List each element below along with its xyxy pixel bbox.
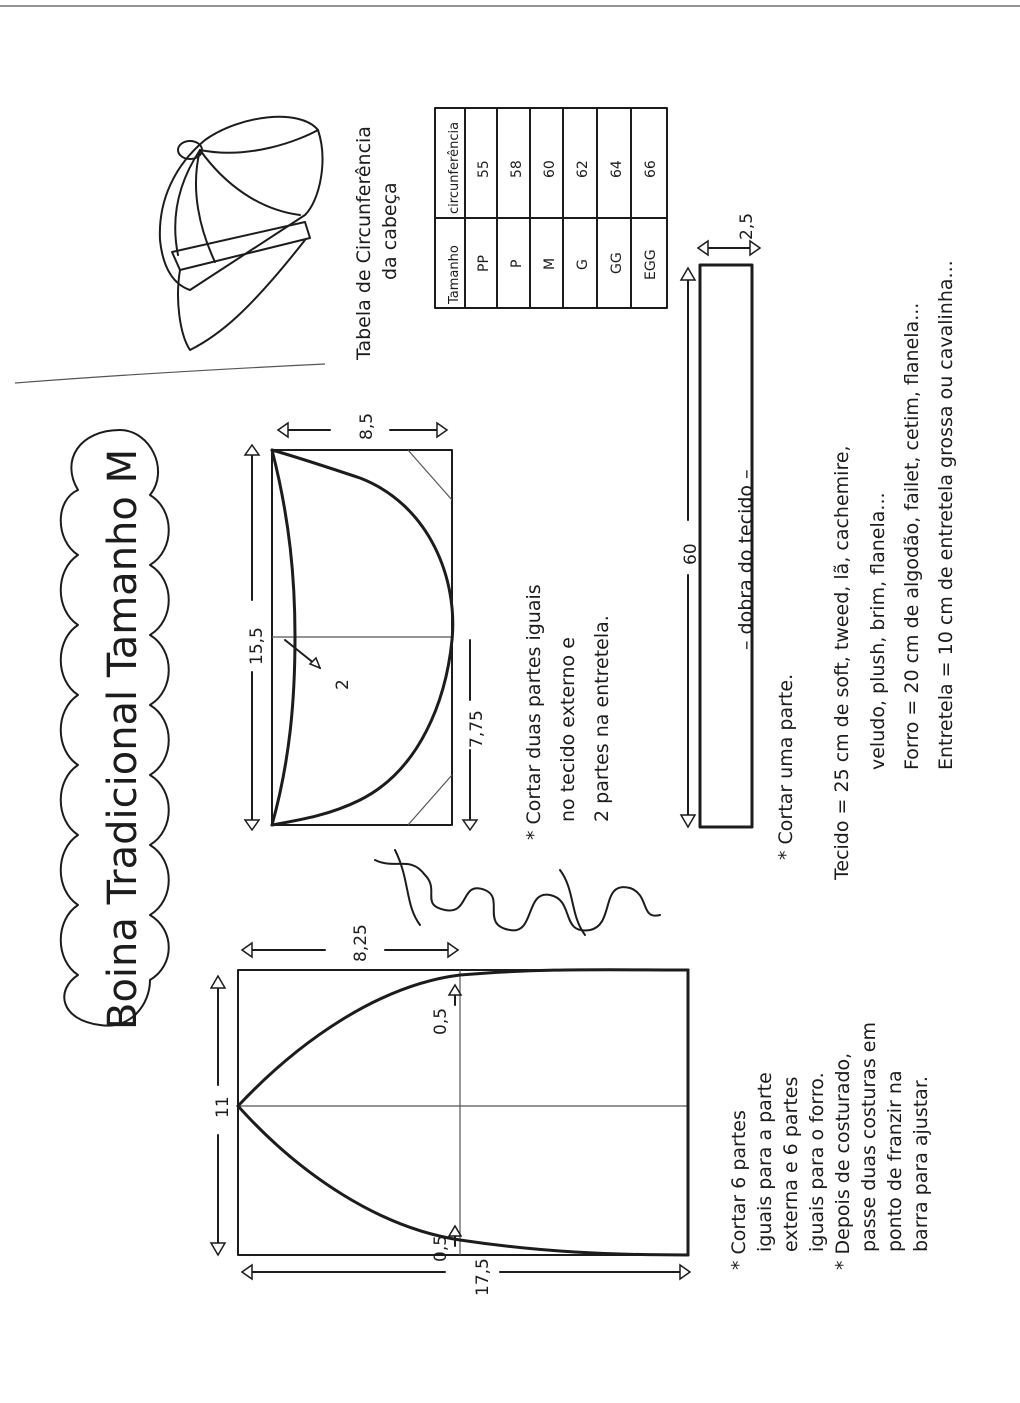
visor-width-dim: 15,5 <box>247 627 267 665</box>
visor-height-dim: 8,5 <box>357 412 377 440</box>
panel-instruction-line: * Cortar 6 partes <box>728 1110 750 1270</box>
band-width-dim: 2,5 <box>737 212 757 240</box>
visor-instruction-line: no tecido externo e <box>557 637 579 822</box>
materials-line: Entretela = 10 cm de entretela grossa ou cavalinha... <box>935 260 957 770</box>
size-table-row-size: PP <box>476 255 492 272</box>
size-table-header-size: Tamanho <box>447 245 462 304</box>
materials-list <box>831 260 957 881</box>
size-table-caption-line1: Tabela de Circunferência <box>353 126 375 360</box>
panel-bounding-box <box>238 970 688 1255</box>
title-cloud <box>61 430 169 1030</box>
size-table-frame <box>435 108 667 308</box>
panel-instruction-line: passe duas costuras em <box>858 1022 880 1252</box>
signature <box>375 850 660 935</box>
materials-line: Forro = 20 cm de algodão, failet, cetim, flanela... <box>901 302 923 770</box>
size-table-row-size: P <box>509 259 525 268</box>
size-table-row-circ: 55 <box>476 160 492 178</box>
band-length-dim: 60 <box>681 543 701 565</box>
size-table-row-circ: 62 <box>575 160 591 178</box>
panel-half-dim: 8,25 <box>351 924 371 962</box>
band-instruction: * Cortar uma parte. <box>775 673 797 860</box>
visor-instruction-line: * Cortar duas partes iguais <box>523 584 545 840</box>
panel-lower-curve <box>238 1106 688 1255</box>
size-table-row-circ: 64 <box>609 160 625 178</box>
size-table-row-size: EGG <box>643 249 659 280</box>
panel-instruction-line: * Depois de costurado, <box>832 1052 854 1270</box>
size-table-row-size: M <box>542 257 558 270</box>
size-table-row-circ: 66 <box>643 160 659 178</box>
size-table <box>353 108 667 361</box>
visor-pattern <box>245 413 613 840</box>
panel-instruction-line: iguais para o forro. <box>806 1072 828 1252</box>
materials-line: Tecido = 25 cm de soft, tweed, lã, cachemire, <box>831 445 853 880</box>
size-table-row-circ: 60 <box>542 160 558 178</box>
panel-instruction-line: barra para ajustar. <box>910 1076 932 1252</box>
panel-pattern <box>211 924 932 1296</box>
band-fold-label: – dobra do tecido – <box>735 469 757 650</box>
panel-curve-offset-top: 0,5 <box>431 1007 451 1035</box>
visor-instruction-line: 2 partes na entretela. <box>591 615 613 822</box>
visor-depth-dim: 2 <box>333 679 353 690</box>
size-table-row-circ: 58 <box>509 160 525 178</box>
band-pattern <box>681 213 797 860</box>
size-table-caption-line2: da cabeça <box>379 182 401 280</box>
panel-curve-offset-bottom: 0,5 <box>431 1234 451 1262</box>
size-table-row-size: G <box>575 259 591 270</box>
visor-half-dim: 7,75 <box>467 710 487 748</box>
size-table-row-size: GG <box>609 252 625 274</box>
materials-line: veludo, plush, brim, flanela... <box>867 492 889 770</box>
panel-upper-curve <box>238 970 688 1106</box>
panel-width-dim: 17,5 <box>473 1258 493 1296</box>
cap-illustration <box>160 117 323 350</box>
divider-line <box>15 364 325 383</box>
title-text: Boina Tradicional Tamanho M <box>100 448 146 1030</box>
panel-instruction-line: iguais para a parte <box>754 1072 776 1252</box>
panel-height-dim: 11 <box>213 1096 233 1118</box>
panel-instruction-line: externa e 6 partes <box>780 1076 802 1252</box>
size-table-header-circumference: circunferência <box>447 121 462 214</box>
panel-instruction-line: ponto de franzir na <box>884 1070 906 1252</box>
